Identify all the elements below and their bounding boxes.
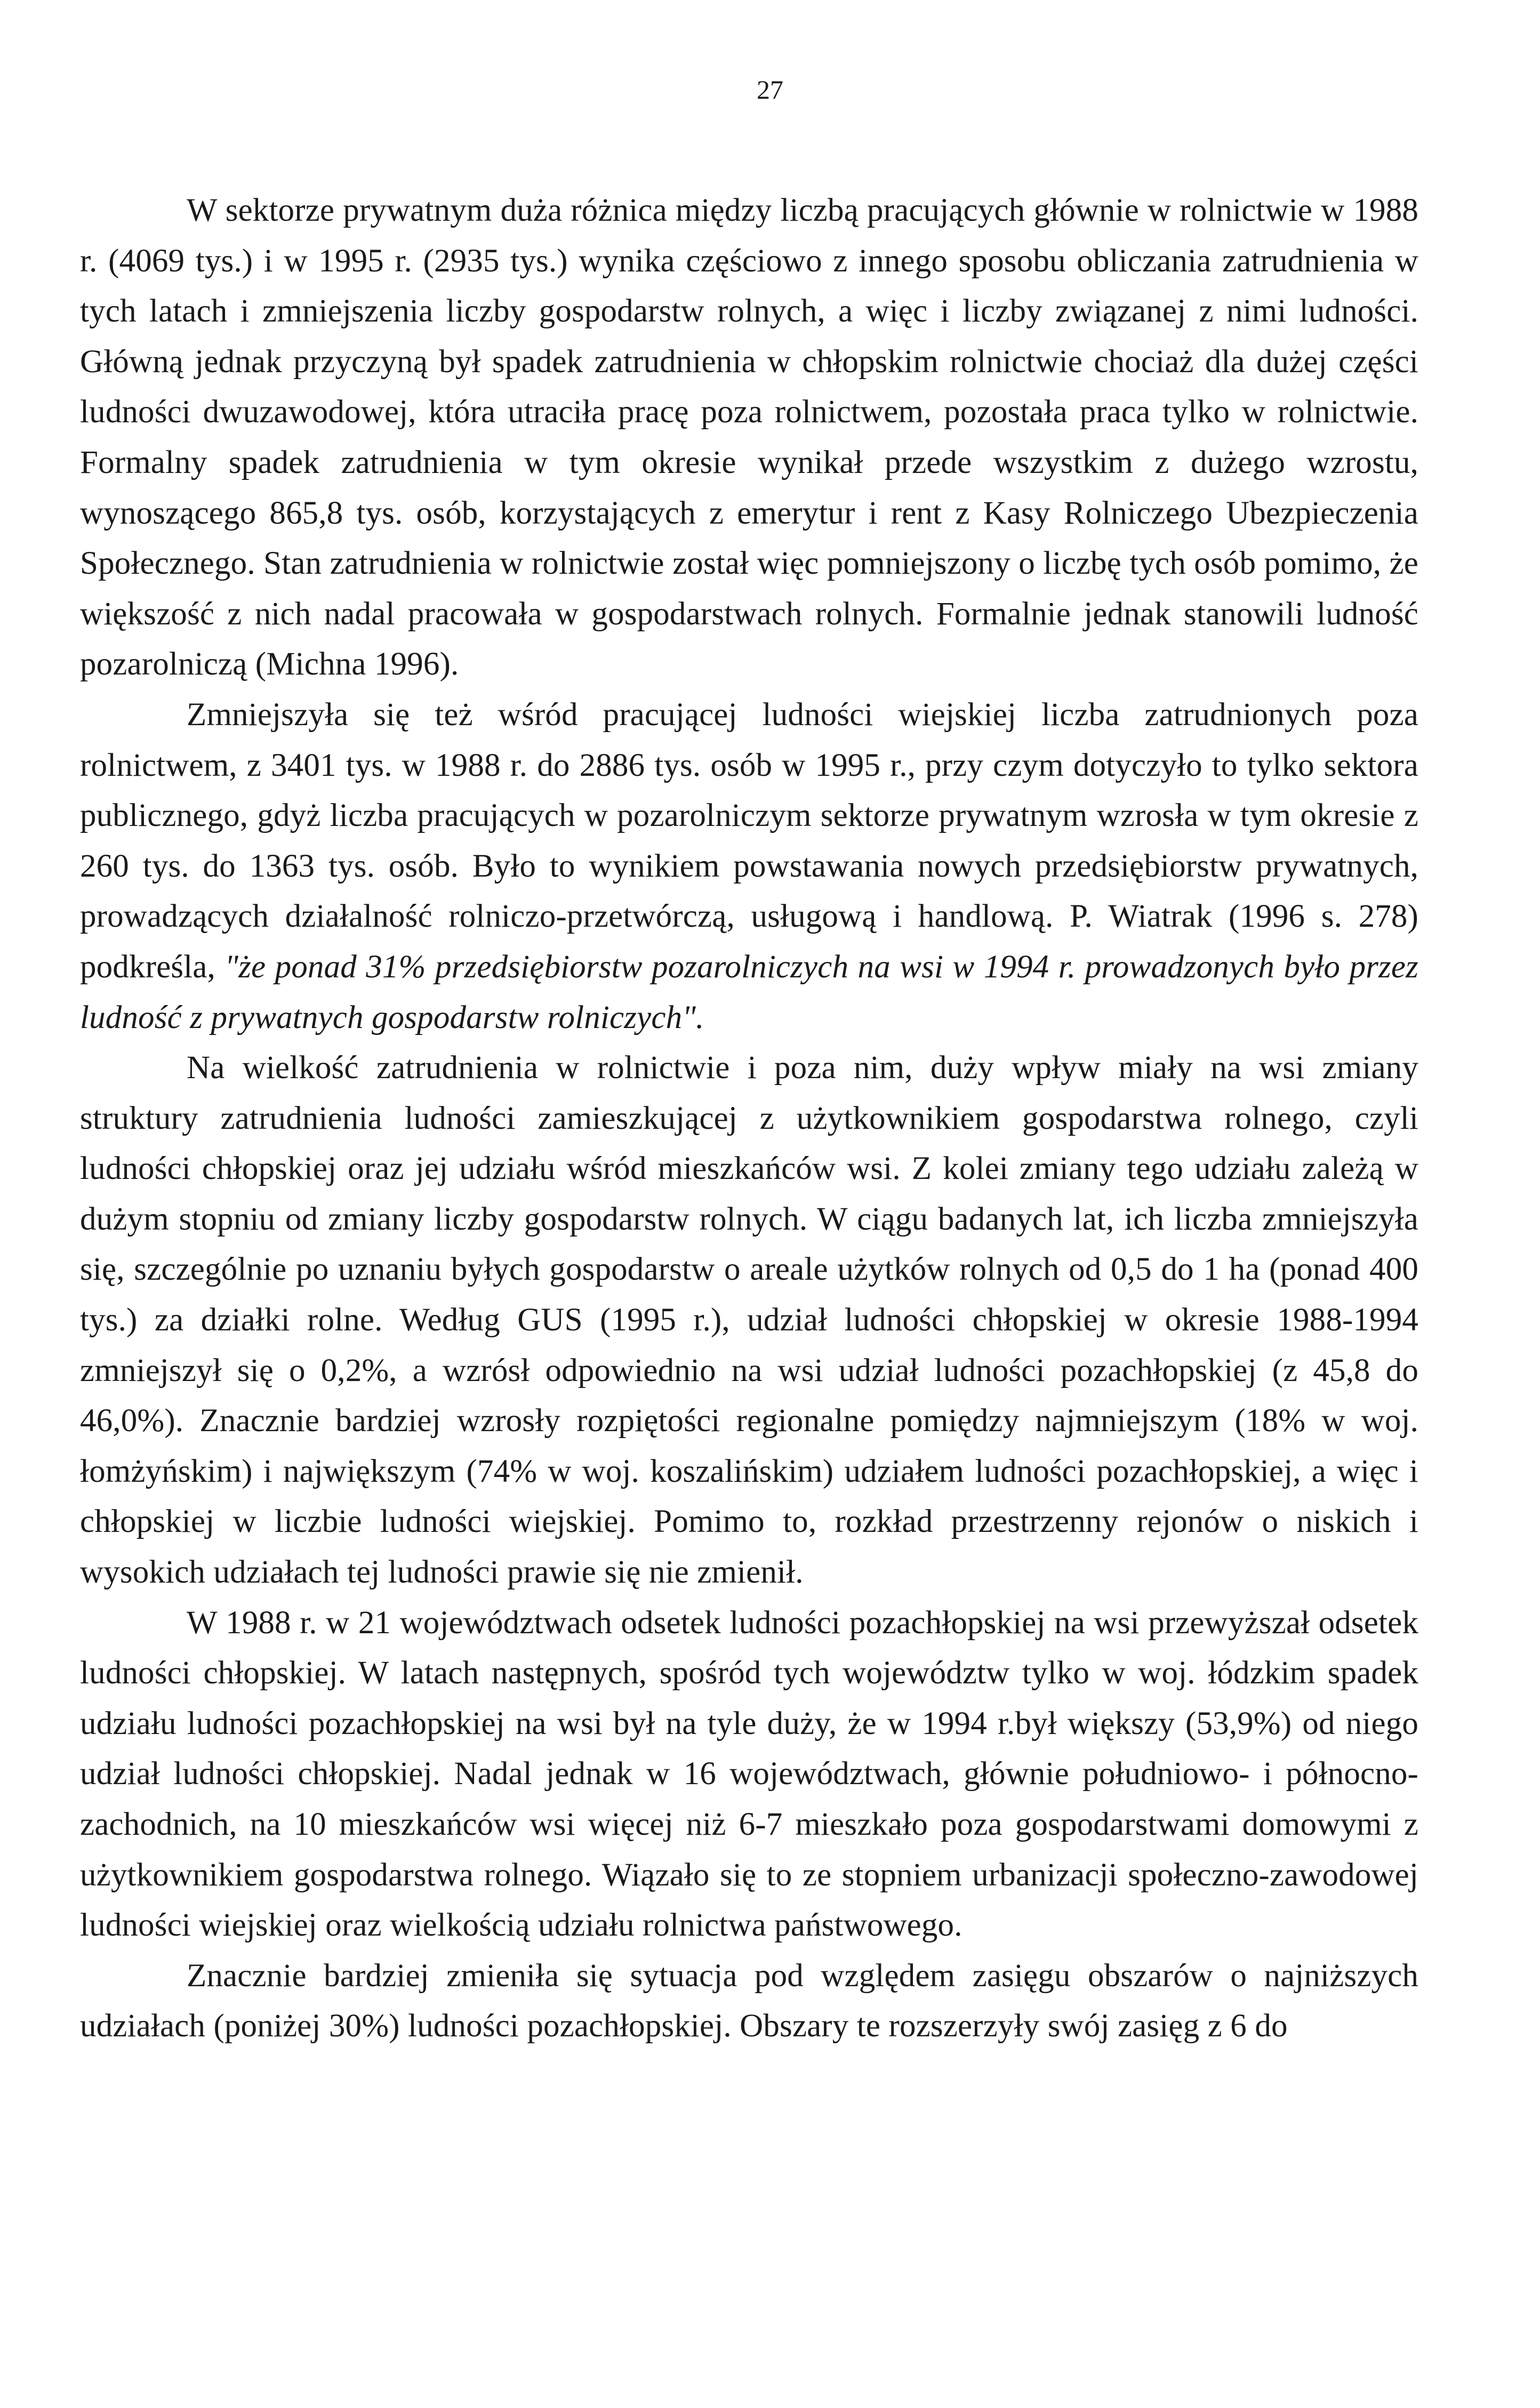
paragraph-1 bbox=[80, 186, 1418, 690]
quotation-italic: "że ponad 31% przedsiębiorstw pozarolniczych na wsi w 1994 r. prowadzonych było przez ludność z prywatnych gospodarstw rolniczych". bbox=[80, 949, 1418, 1036]
page-number: 27 bbox=[757, 75, 783, 105]
body-text bbox=[80, 186, 1418, 2052]
paragraph-4 bbox=[80, 1598, 1418, 1951]
paragraph-text: Znacznie bardziej zmieniła się sytuacja pod względem zasięgu obszarów o najniższych udziałach (poniżej 30%) ludności pozachłopskiej. Obszary te rozszerzyły swój zasięg z 6 do bbox=[80, 1957, 1418, 2044]
paragraph-text: W 1988 r. w 21 województwach odsetek ludności pozachłopskiej na wsi przewyższał odsetek ludności chłopskiej. W latach następnych, spośród tych województw tylko w woj. łódzkim spadek udziału ludności pozachłopskiej na wsi był na tyle duży, że w 1994 r.był większy (53,9%) od niego udział ludności chłopskiej. Nadal jednak w 16 województwach, głównie południowo- i północno-zachodnich, na 10 mieszkańców wsi więcej niż 6-7 mieszkało poza gospodarstwami domowymi z użytkownikiem gospodarstwa rolnego. Wiązało się to ze stopniem urbanizacji społeczno-zawodowej ludności wiejskiej oraz wielkością udziału rolnictwa państwowego. bbox=[80, 1604, 1418, 1944]
paragraph-text: W sektorze prywatnym duża różnica między liczbą pracujących głównie w rolnictwie w 1988 r. (4069 tys.) i w 1995 r. (2935 tys.) wynika częściowo z innego sposobu obliczania zatrudnienia w tych latach i zmniejszenia liczby gospodarstw rolnych, a więc i liczby związanej z nimi ludności. Główną jednak przyczyną był spadek zatrudnienia w chłopskim rolnictwie chociaż dla dużej części ludności dwuzawodowej, która utraciła pracę poza rolnictwem, pozostała praca tylko w rolnictwie. Formalny spadek zatrudnienia w tym okresie wynikał przede wszystkim z dużego wzrostu, wynoszącego 865,8 tys. osób, korzystających z emerytur i rent z Kasy Rolniczego Ubezpieczenia Społecznego. Stan zatrudnienia w rolnictwie został więc pomniejszony o liczbę tych osób pomimo, że większość z nich nadal pracowała w gospodarstwach rolnych. Formalnie jednak stanowili ludność pozarolniczą (Michna 1996). bbox=[80, 192, 1418, 683]
paragraph-5 bbox=[80, 1951, 1418, 2052]
paragraph-text: Na wielkość zatrudnienia w rolnictwie i poza nim, duży wpływ miały na wsi zmiany struktury zatrudnienia ludności zamieszkującej z użytkownikiem gospodarstwa rolnego, czyli ludności chłopskiej oraz jej udziału wśród mieszkańców wsi. Z kolei zmiany tego udziału zależą w dużym stopniu od zmiany liczby gospodarstw rolnych. W ciągu badanych lat, ich liczba zmniejszyła się, szczególnie po uznaniu byłych gospodarstw o areale użytków rolnych od 0,5 do 1 ha (ponad 400 tys.) za działki rolne. Według GUS (1995 r.), udział ludności chłopskiej w okresie 1988-1994 zmniejszył się o 0,2%, a wzrósł odpowiednio na wsi udział ludności pozachłopskiej (z 45,8 do 46,0%). Znacznie bardziej wzrosły rozpiętości regionalne pomiędzy najmniejszym (18% w woj. łomżyńskim) i największym (74% w woj. koszalińskim) udziałem ludności pozachłopskiej, a więc i chłopskiej w liczbie ludności wiejskiej. Pomimo to, rozkład przestrzenny rejonów o niskich i wysokich udziałach tej ludności prawie się nie zmienił. bbox=[80, 1050, 1418, 1591]
paragraph-text: Zmniejszyła się też wśród pracującej ludności wiejskiej liczba zatrudnionych poza rolnictwem, z 3401 tys. w 1988 r. do 2886 tys. osób w 1995 r., przy czym dotyczyło to tylko sektora publicznego, gdyż liczba pracujących w pozarolniczym sektorze prywatnym wzrosła w tym okresie z 260 tys. do 1363 tys. osób. Było to wynikiem powstawania nowych przedsiębiorstw prywatnych, prowadzących działalność rolniczo-przetwórczą, usługową i handlową. P. Wiatrak (1996 s. 278) podkreśla, bbox=[80, 696, 1418, 985]
paragraph-3 bbox=[80, 1043, 1418, 1598]
paragraph-2 bbox=[80, 690, 1418, 1043]
